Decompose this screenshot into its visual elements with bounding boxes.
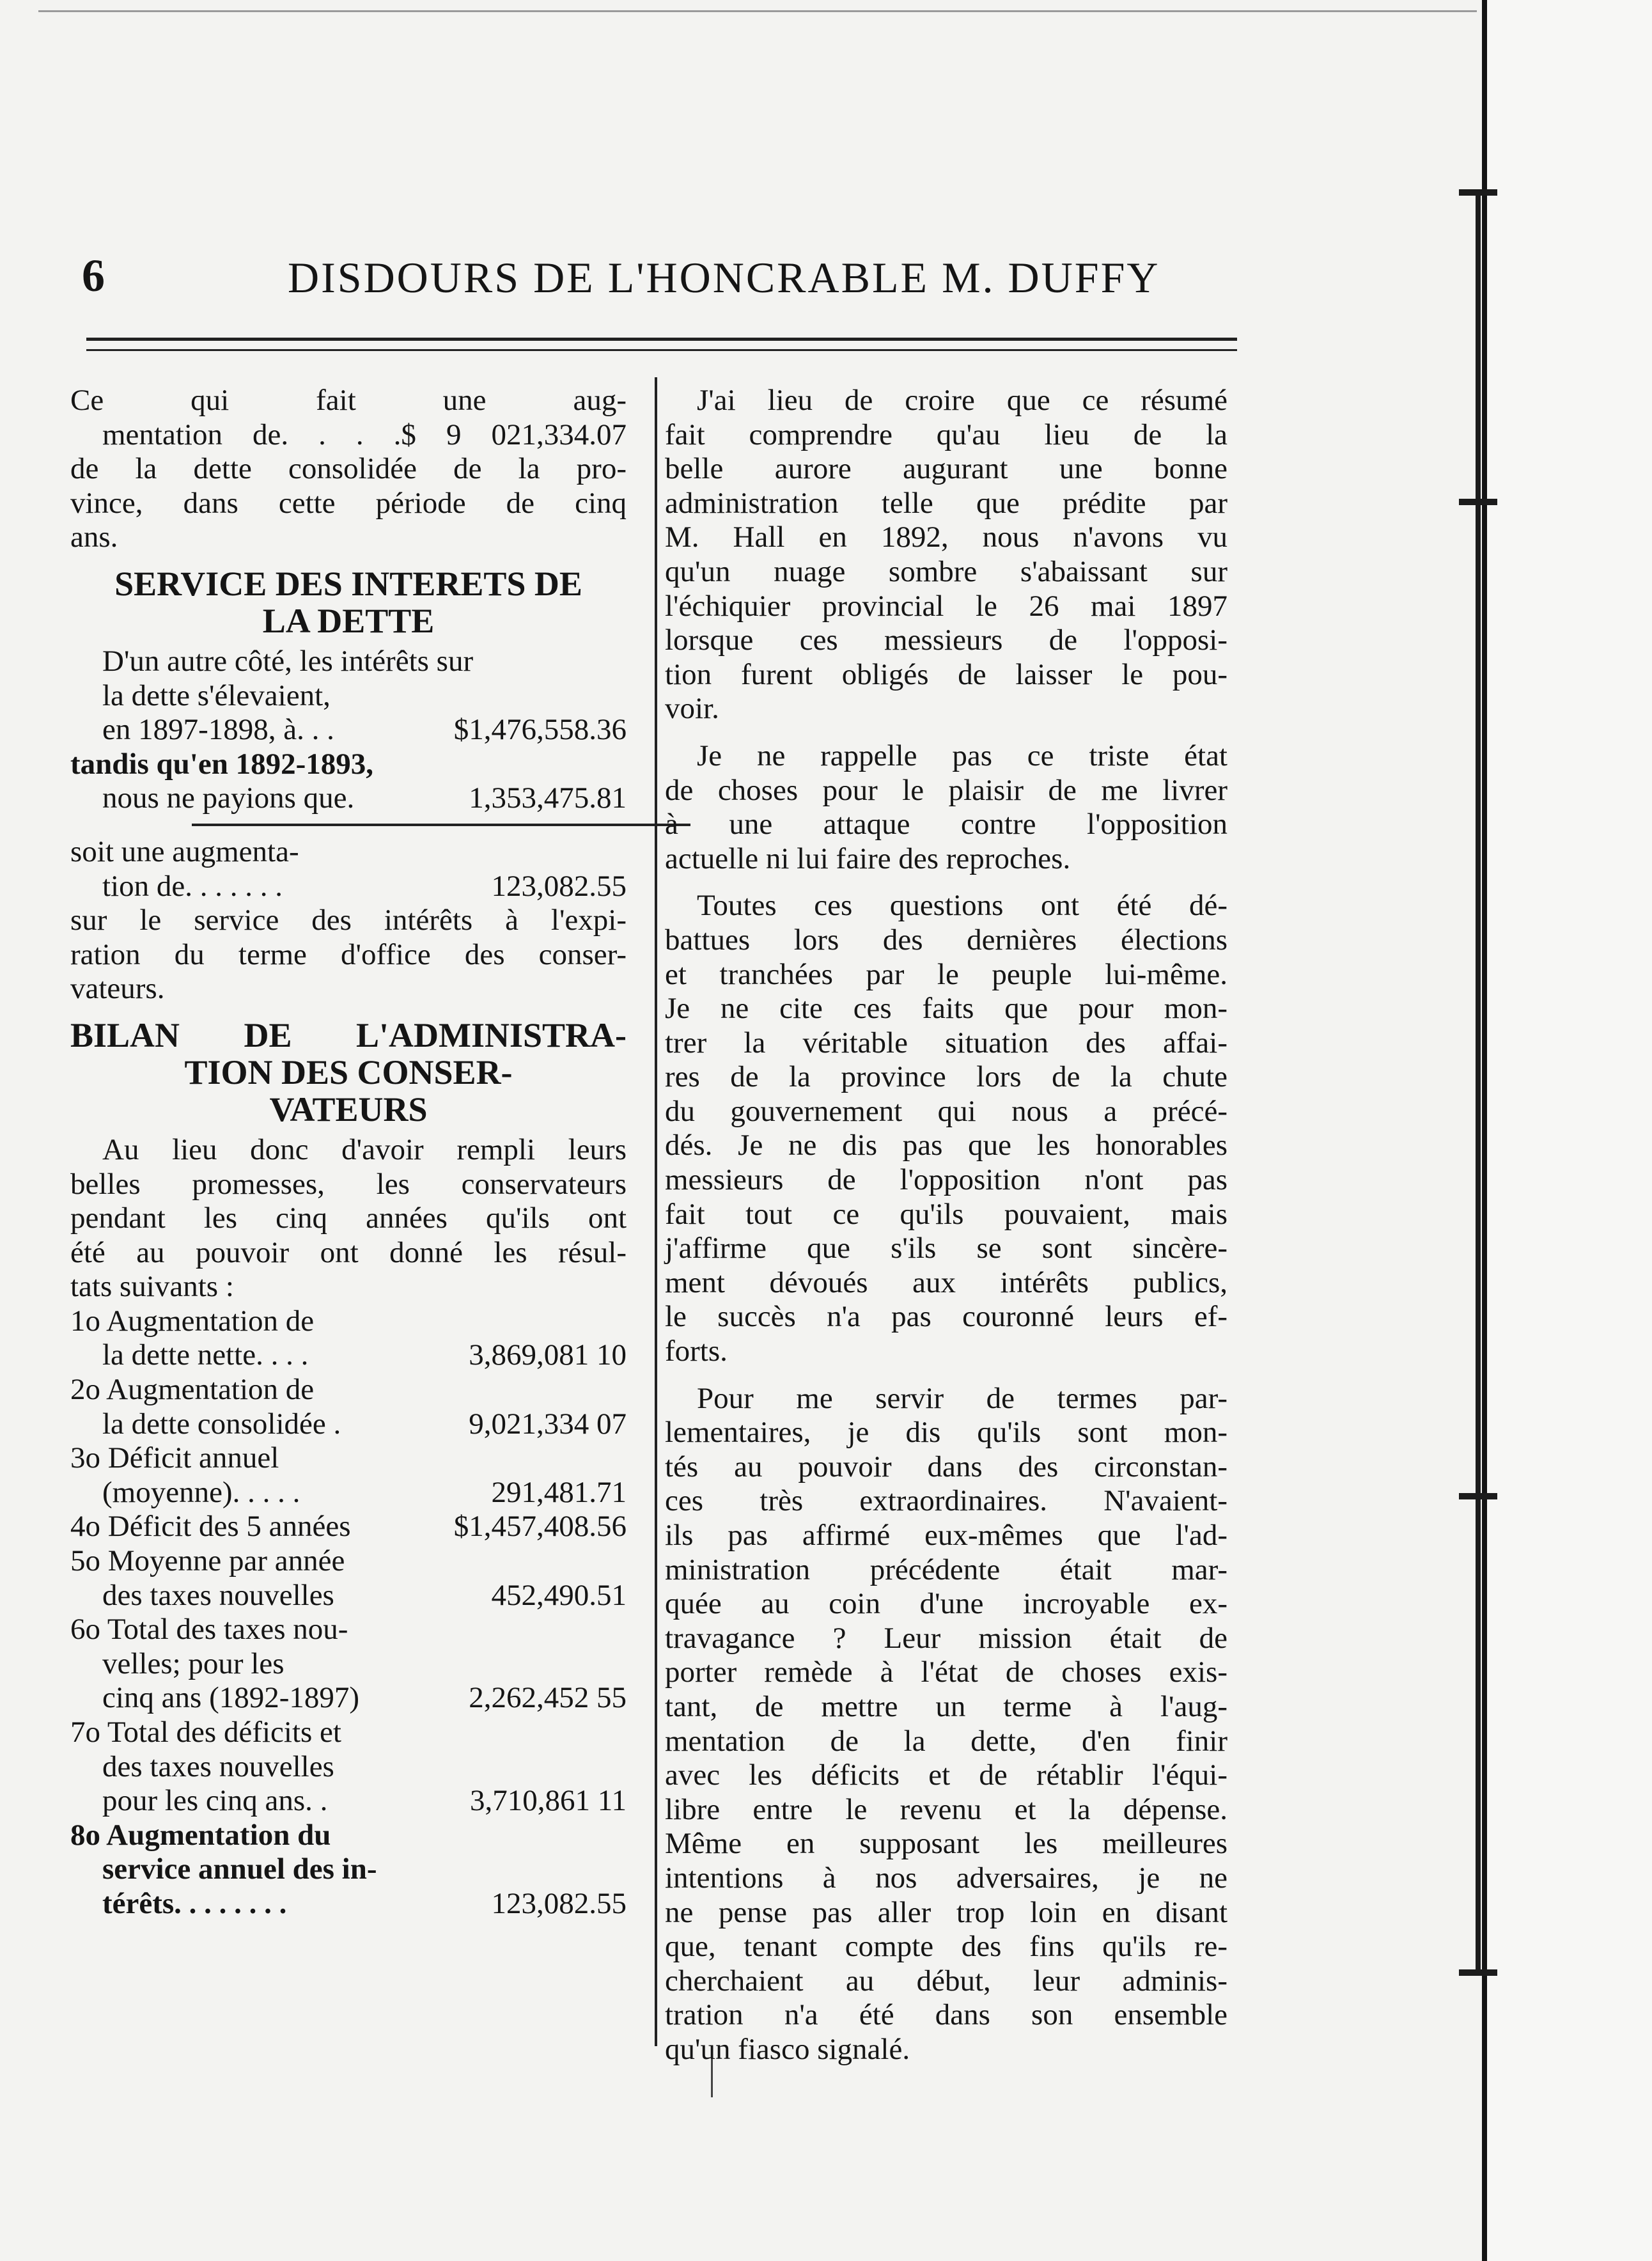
text-line: à une attaque contre l'opposition <box>665 808 1227 841</box>
row-value: 452,490.51 <box>491 1578 627 1612</box>
row-label: 3o Déficit annuel <box>70 1441 279 1475</box>
text-line: du gouvernement qui nous a précé- <box>665 1094 1227 1128</box>
row-label: 8o Augmentation du <box>70 1818 331 1852</box>
text-line: ment dévoués aux intérêts publics, <box>665 1265 1227 1299</box>
text-line: pendant les cinq années qu'ils ont <box>70 1201 627 1235</box>
text-line: dés. Je ne dis pas que les honorables <box>665 1129 1227 1162</box>
row-label: tandis qu'en 1892-1893, <box>70 747 374 781</box>
paragraph <box>665 739 1227 876</box>
row-label: tion de. . . . . . . <box>102 869 283 903</box>
paragraph-gap <box>665 1369 1227 1382</box>
row-label: cinq ans (1892-1897) <box>102 1681 360 1715</box>
text-line: et tranchées par le peuple lui-même. <box>665 957 1227 991</box>
left-column <box>70 384 627 1921</box>
text-line: tration n'a été dans son ensemble <box>665 1998 1227 2032</box>
text-line: battues lors des dernières élections <box>665 923 1227 957</box>
text-line: belle aurore augurant une bonne <box>665 452 1227 486</box>
table-row <box>70 781 627 816</box>
heading-line: BILAN DE L'ADMINISTRA- <box>70 1015 627 1054</box>
table-row <box>70 1681 627 1716</box>
row-value: $1,457,408.56 <box>453 1510 627 1544</box>
row-label: 7o Total des déficits et <box>70 1716 341 1749</box>
table-row <box>70 1613 627 1647</box>
row-label: (moyenne). . . . . <box>102 1475 300 1509</box>
text-line: fait comprendre qu'au lieu de la <box>665 418 1227 451</box>
row-label: térêts. . . . . . . . <box>102 1886 287 1920</box>
text-line: tion furent obligés de laisser le pou- <box>665 657 1227 691</box>
table-row <box>70 835 627 870</box>
table-row <box>70 747 627 782</box>
row-label: en 1897-1898, à. . . <box>102 713 334 747</box>
text-line: Ce qui fait une aug- <box>70 384 627 417</box>
text-line: lorsque ces messieurs de l'opposi- <box>665 623 1227 657</box>
heading-line: SERVICE DES INTERETS DE <box>114 564 582 603</box>
text-line: M. Hall en 1892, nous n'avons vu <box>665 520 1227 554</box>
row-label: la dette consolidée . <box>102 1407 341 1441</box>
text-line: mentation de la dette, d'en finir <box>665 1724 1227 1758</box>
text-line: actuelle ni lui faire des reproches. <box>665 841 1071 875</box>
row-label: 1o Augmentation de <box>70 1304 315 1338</box>
text-line: j'affirme que s'ils se sont sincère- <box>665 1232 1227 1265</box>
row-value: 123,082.55 <box>491 1886 627 1920</box>
table-row <box>70 1852 627 1887</box>
paragraph-gap <box>665 726 1227 739</box>
text-line: quée au coin d'une incroyable ex- <box>665 1587 1227 1621</box>
text-line: ne pense pas aller trop loin en disant <box>665 1895 1227 1929</box>
text-line: cherchaient au début, leur adminis- <box>665 1964 1227 1998</box>
text-line: Pour me servir de termes par- <box>697 1381 1227 1415</box>
text-line: intentions à nos adversaires, je ne <box>665 1861 1227 1895</box>
text-line: Au lieu donc d'avoir rempli leurs <box>102 1132 627 1166</box>
row-value: 3,710,861 11 <box>469 1784 627 1818</box>
row-value: 291,481.71 <box>491 1475 627 1509</box>
table-row <box>70 1750 627 1785</box>
row-label: 2o Augmentation de <box>70 1373 315 1407</box>
row-label: service annuel des in- <box>102 1852 377 1886</box>
text-line: sur le service des intérêts à l'expi- <box>70 904 627 937</box>
table-row <box>70 1647 627 1682</box>
page-number: 6 <box>82 250 105 301</box>
row-label: soit une augmenta- <box>70 834 299 868</box>
balance-intro <box>70 1133 627 1304</box>
text-line: ans. <box>70 520 118 554</box>
row-value: 3,869,081 10 <box>469 1338 627 1372</box>
text-line: de la dette consolidée de la pro- <box>70 452 627 486</box>
binding-tick <box>1459 1969 1497 1976</box>
text-line: Je ne rappelle pas ce triste état <box>697 739 1227 772</box>
text-line: qu'un fiasco signalé. <box>665 2032 910 2066</box>
heading-line: VATEURS <box>269 1090 428 1129</box>
row-label: la dette s'élevaient, <box>102 678 331 712</box>
paragraph <box>665 384 1227 726</box>
text-line: tés au pouvoir dans des circonstan- <box>665 1450 1227 1483</box>
table-row <box>70 645 627 679</box>
section-heading <box>70 1017 627 1128</box>
table-row <box>70 679 627 714</box>
text-line: J'ai lieu de croire que ce résumé <box>697 384 1227 417</box>
row-label: des taxes nouvelles <box>102 1578 334 1612</box>
heading-line: TION DES CONSER- <box>184 1052 513 1091</box>
text-line: mentation de. . . .$ 9 021,334.07 <box>102 418 627 451</box>
binding-line <box>1476 192 1481 1976</box>
text-line: res de la province lors de la chute <box>665 1060 1227 1094</box>
row-label: 5o Moyenne par année <box>70 1544 345 1578</box>
text-line: que, tenant compte des fins qu'ils re- <box>665 1930 1227 1964</box>
text-line: le succès n'a pas couronné leurs ef- <box>665 1300 1227 1334</box>
table-row <box>70 1716 627 1750</box>
text-line: Je ne cite ces faits que pour mon- <box>665 992 1227 1026</box>
paragraph <box>665 1382 1227 2067</box>
scan-top-edge <box>38 10 1477 12</box>
binding-tick <box>1459 499 1497 505</box>
text-line: libre entre le revenu et la dépense. <box>665 1792 1227 1826</box>
row-label: 6o Total des taxes nou- <box>70 1613 348 1647</box>
text-line: qu'un nuage sombre s'abaissant sur <box>665 554 1227 588</box>
text-line: été au pouvoir ont donné les résul- <box>70 1235 627 1269</box>
text-line: trer la véritable situation des affai- <box>665 1026 1227 1060</box>
text-line: ministration précédente était mar- <box>665 1553 1227 1586</box>
table-row <box>70 1373 627 1407</box>
text-line: voir. <box>665 692 719 726</box>
row-label: D'un autre côté, les intérêts sur <box>102 644 474 678</box>
table-row <box>70 1304 627 1339</box>
text-line: ils pas affirmé eux-mêmes que l'ad- <box>665 1519 1227 1552</box>
text-line: ces très extraordinaires. N'avaient- <box>665 1484 1227 1518</box>
interest-table <box>70 645 627 904</box>
text-line: forts. <box>665 1334 728 1368</box>
paragraph-gap <box>665 876 1227 889</box>
table-row <box>70 1784 627 1819</box>
text-line: porter remède à l'état de choses exis- <box>665 1655 1227 1689</box>
heading-line: LA DETTE <box>262 601 435 640</box>
paragraph <box>665 889 1227 1368</box>
table-row <box>70 1407 627 1442</box>
text-line: avec les déficits et de rétablir l'équi- <box>665 1758 1227 1792</box>
row-value: $1,476,558.36 <box>453 713 627 747</box>
table-row <box>70 1544 627 1579</box>
column-divider <box>655 377 657 2046</box>
section-heading <box>70 565 627 639</box>
row-label: nous ne payions que. <box>102 781 355 815</box>
row-value: 123,082.55 <box>491 869 627 903</box>
row-label: velles; pour les <box>102 1647 284 1680</box>
row-label: des taxes nouvelles <box>102 1749 334 1783</box>
header-rule <box>86 338 1237 341</box>
text-line: de choses pour le plaisir de me livrer <box>665 773 1227 807</box>
row-value: 1,353,475.81 <box>469 781 627 815</box>
table-row <box>70 870 627 904</box>
table-row <box>70 1579 627 1613</box>
text-line: lementaires, je dis qu'ils sont mon- <box>665 1416 1227 1450</box>
text-line: administration telle que prédite par <box>665 486 1227 520</box>
row-label: 4o Déficit des 5 années <box>70 1510 351 1544</box>
binding-tick <box>1459 1493 1497 1499</box>
header-rule <box>86 349 1237 351</box>
table-row <box>70 1819 627 1853</box>
text-line: ration du terme d'office des conser- <box>70 937 627 971</box>
text-line: l'échiquier provincial le 26 mai 1897 <box>665 589 1227 623</box>
balance-table <box>70 1304 627 1921</box>
table-row <box>70 1476 627 1510</box>
table-row <box>70 713 627 747</box>
right-column <box>665 384 1227 2067</box>
interest-paragraph <box>70 904 627 1006</box>
running-head: DISDOURS DE L'HONCRABLE M. DUFFY <box>288 253 1160 302</box>
text-line: travagance ? Leur mission était de <box>665 1621 1227 1655</box>
page-edge-shadow <box>1482 0 1487 2261</box>
binding-tick <box>1459 189 1497 196</box>
adjacent-page-edge <box>1487 0 1652 2261</box>
text-line: vince, dans cette période de cinq <box>70 486 627 520</box>
text-line: tant, de mettre un terme à l'aug- <box>665 1689 1227 1723</box>
text-line: messieurs de l'opposition n'ont pas <box>665 1163 1227 1197</box>
text-line: tats suivants : <box>70 1270 234 1304</box>
row-label: la dette nette. . . . <box>102 1338 309 1372</box>
text-line: Même en supposant les meilleures <box>665 1827 1227 1861</box>
table-row <box>70 1510 627 1544</box>
table-row <box>70 1441 627 1476</box>
text-line: fait tout ce qu'ils pouvaient, mais <box>665 1197 1227 1231</box>
row-value: 9,021,334 07 <box>469 1407 627 1441</box>
table-row <box>70 1887 627 1921</box>
table-row <box>70 1338 627 1373</box>
row-value: 2,262,452 55 <box>469 1681 627 1715</box>
row-label: pour les cinq ans. . <box>102 1784 328 1818</box>
opening-paragraph <box>70 384 627 555</box>
text-line: Toutes ces questions ont été dé- <box>697 889 1227 923</box>
text-line: belles promesses, les conservateurs <box>70 1167 627 1201</box>
sum-rule <box>192 824 690 826</box>
text-line: vateurs. <box>70 972 165 1006</box>
